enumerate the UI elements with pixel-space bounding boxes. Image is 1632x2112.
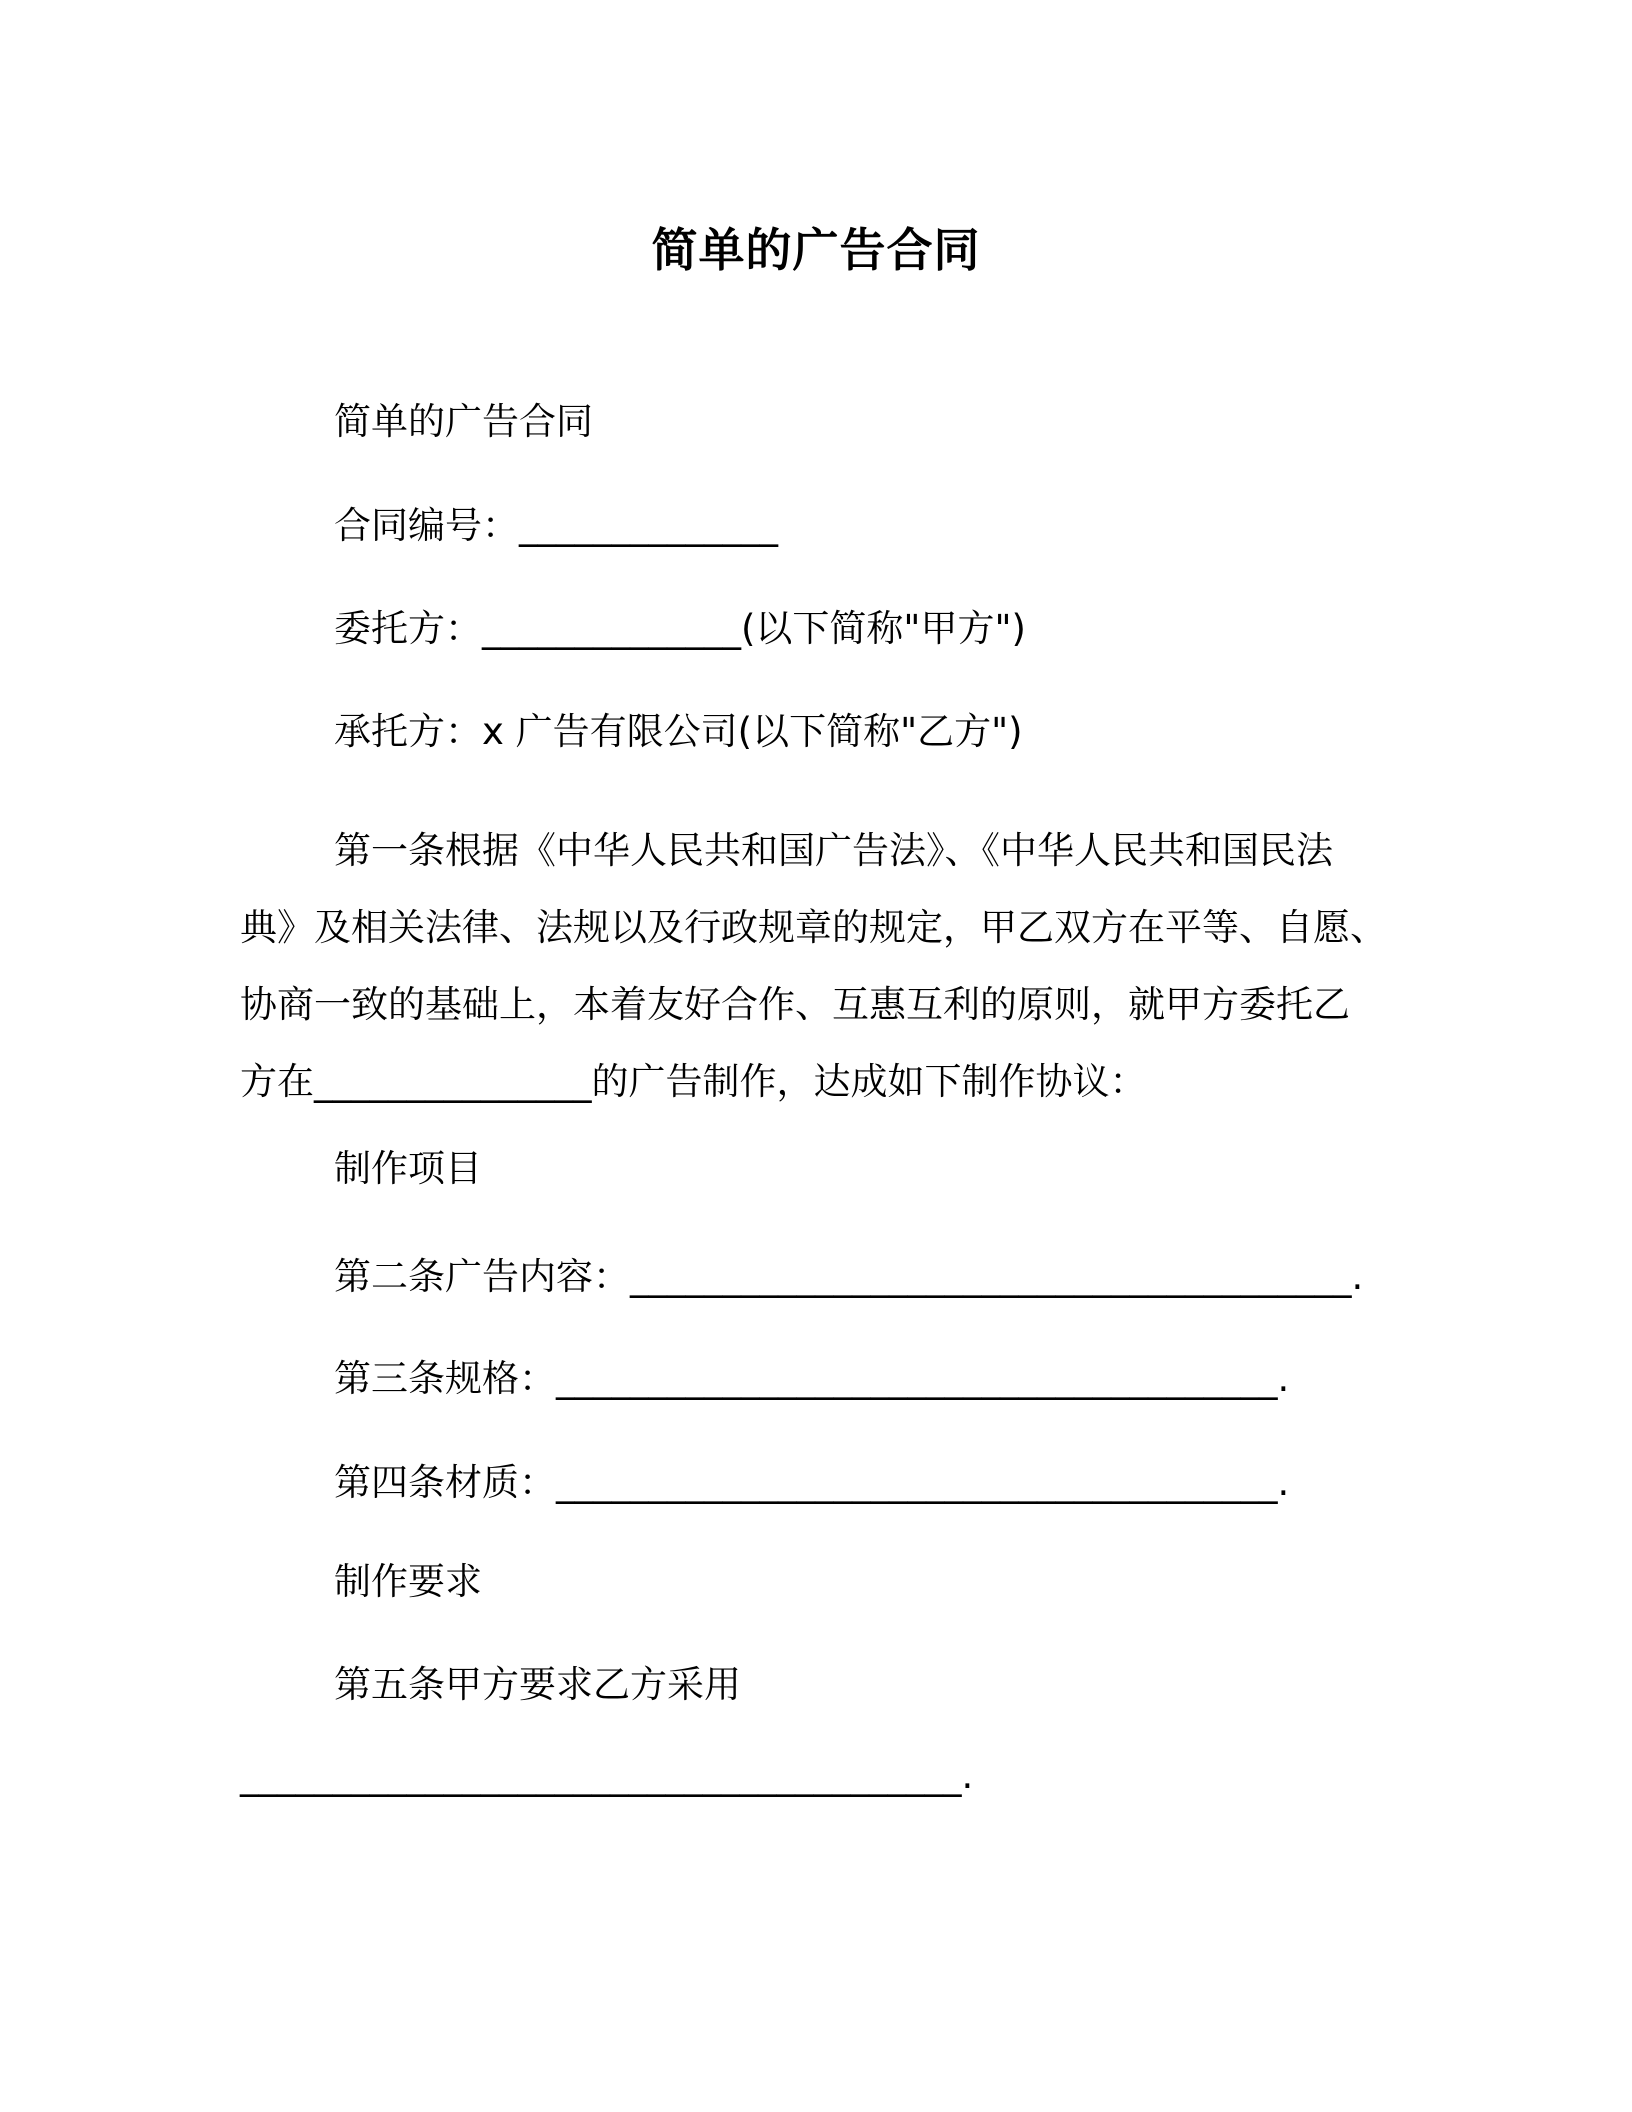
- article-2-ad-content: 第二条广告内容：_______________________________________.: [334, 1255, 1364, 1298]
- document-title: 简单的广告合同: [651, 223, 981, 277]
- article-1-paragraph: [240, 812, 1395, 1120]
- section-heading-production-items: 制作项目: [334, 1147, 482, 1190]
- document-subtitle: 简单的广告合同: [334, 400, 593, 443]
- contract-number-field: 合同编号：______________: [334, 504, 778, 547]
- contractor-party-field: 承托方：x 广告有限公司(以下简称"乙方"): [334, 710, 1023, 753]
- article-1-line: 方在_______________的广告制作，达成如下制作协议：: [240, 1060, 1147, 1103]
- client-party-field: 委托方：______________(以下简称"甲方"): [334, 607, 1026, 650]
- article-1-line: 典》及相关法律、法规以及行政规章的规定，甲乙双方在平等、自愿、: [240, 906, 1387, 949]
- article-3-specification: 第三条规格：_______________________________________.: [334, 1357, 1290, 1400]
- section-heading-production-requirements: 制作要求: [334, 1560, 482, 1603]
- article-4-material: 第四条材质：_______________________________________.: [334, 1461, 1290, 1504]
- article-1-line: 第一条根据《中华人民共和国广告法》、《中华人民共和国民法: [334, 829, 1333, 872]
- article-5-requirement: 第五条甲方要求乙方采用: [334, 1663, 741, 1706]
- article-5-blank-line: _______________________________________.: [240, 1754, 974, 1797]
- article-1-line: 协商一致的基础上，本着友好合作、互惠互利的原则，就甲方委托乙: [240, 983, 1350, 1026]
